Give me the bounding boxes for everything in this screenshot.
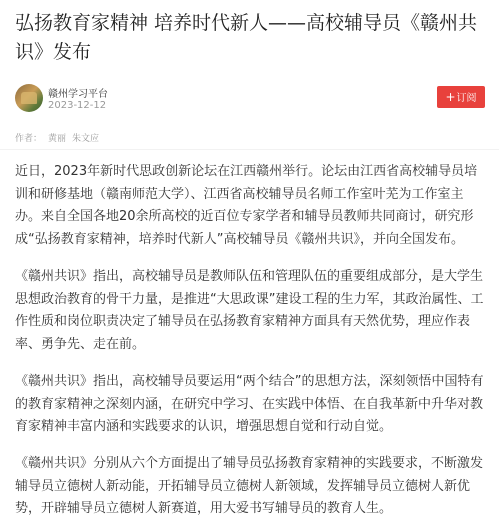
article-paragraph: 《赣州共识》指出，高校辅导员是教师队伍和管理队伍的重要组成部分，是大学生思想政治教育的骨干力量，是推进“大思政课”建设工程的生力军，其政治属性、工作性质和岗位职责决定了辅导员在弘扬教育家精神方面具有天然优势，理应作表率、勇争先、走在前。 [15, 269, 484, 352]
article-paragraph: 近日，2023年新时代思政创新论坛在江西赣州举行。论坛由江西省高校辅导员培训和研修基地（赣南师范大学）、江西省高校辅导员名师工作室叶芜为工作室主办。来自全国各地20余所高校的近百位专家学者和辅导员教师共同商讨，研究形成“弘扬教育家精神，培养时代新人”高校辅导员《赣州共识》，并向全国发布。 [15, 164, 478, 247]
plus-icon: + [445, 90, 456, 104]
subscribe-button[interactable] [437, 86, 485, 108]
byline-author: 黄丽 [48, 134, 67, 144]
account-name[interactable]: 赣州学习平台 [48, 89, 108, 100]
byline-author: 朱文应 [72, 134, 100, 144]
divider [0, 149, 499, 150]
article-paragraph: 《赣州共识》指出，高校辅导员要运用“两个结合”的思想方法，深刻领悟中国特有的教育家精神之深刻内涵，在研究中学习、在实践中体悟、在自我革新中升华对教育家精神丰富内涵和实践要求的认识，增强思想自觉和行动自觉。 [15, 374, 484, 434]
byline [15, 131, 99, 144]
publish-date: 2023-12-12 [48, 100, 107, 111]
article-paragraph: 《赣州共识》分别从六个方面提出了辅导员弘扬教育家精神的实践要求，不断激发辅导员立德树人新动能，开拓辅导员立德树人新领域，发挥辅导员立德树人新优势，开辟辅导员立德树人新赛道，用大爱书写辅导员的教育人生。 [15, 456, 484, 516]
byline-prefix: 作者： [15, 134, 43, 144]
subscribe-label: 订阅 [456, 93, 477, 104]
account-avatar[interactable] [15, 84, 43, 112]
article-title: 弘扬教育家精神 培养时代新人——高校辅导员《赣州共识》发布 [15, 12, 478, 63]
author-row [15, 84, 485, 114]
